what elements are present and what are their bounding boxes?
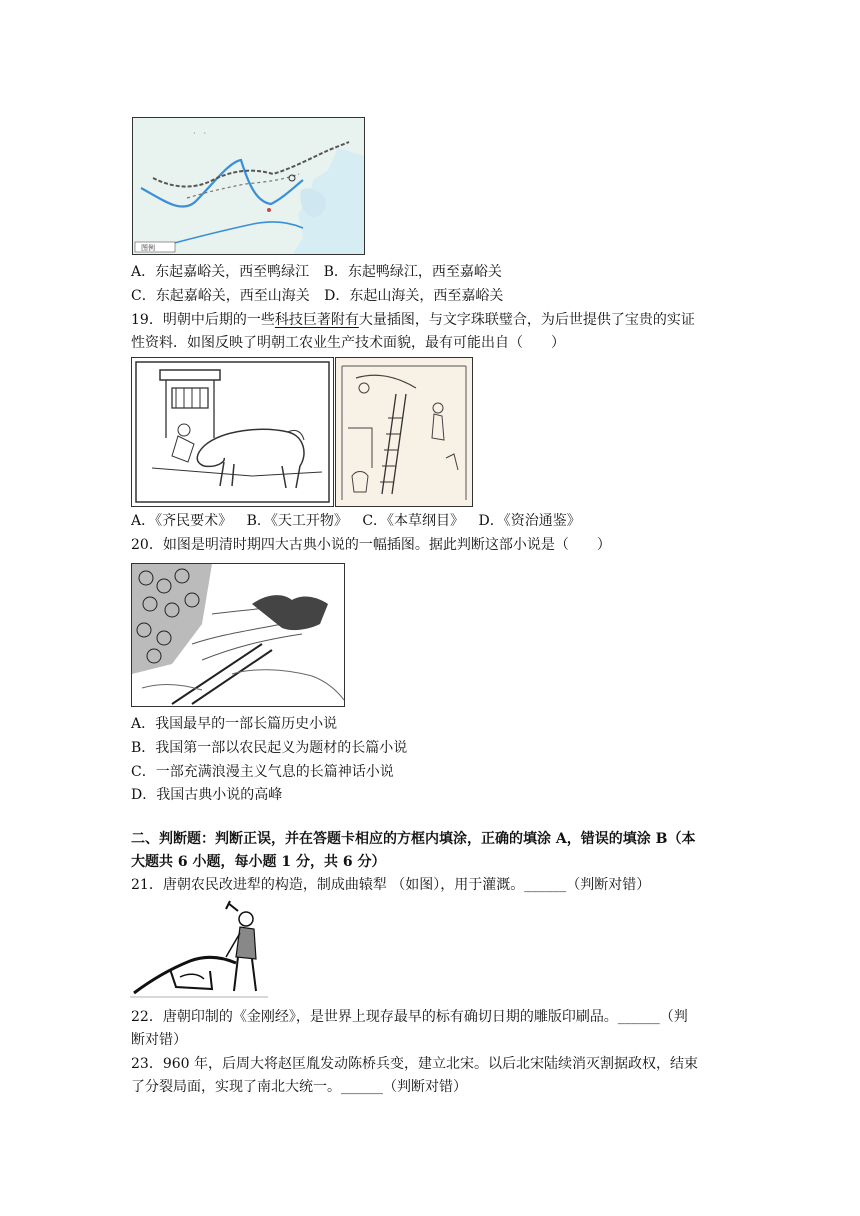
section2-heading-line2: 大题共 6 小题，每小题 1 分，共 6 分） bbox=[131, 854, 386, 870]
section2-heading-line1: 二、判断题：判断正误，并在答题卡相应的方框内填涂，正确的填涂 A，错误的填涂 B（本 bbox=[131, 831, 696, 847]
q20-option-a[interactable]: A．我国最早的一部长篇历史小说 bbox=[131, 716, 338, 732]
q19-stem-line1 bbox=[131, 310, 695, 330]
q23-stem-line1: 23．960 年，后周大将赵匡胤发动陈桥兵变，建立北宋。以后北宋陆续消灭割据政权，结束 bbox=[131, 1056, 698, 1072]
q22-stem-line2: 断对错） bbox=[131, 1032, 187, 1048]
q18-option-c[interactable]: C．东起嘉峪关，西至山海关 bbox=[131, 288, 310, 304]
q20-option-b[interactable]: B．我国第一部以农民起义为题材的长篇小说 bbox=[131, 740, 408, 756]
q18-option-a[interactable]: A．东起嘉峪关，西至鸭绿江 bbox=[131, 264, 310, 280]
q20-stem: 20．如图是明清时期四大古典小说的一幅插图。据此判断这部小说是（ ） bbox=[131, 537, 611, 553]
q19-stem-line2: 性资料．如图反映了明朝工农业生产技术面貌，最有可能出自（ ） bbox=[131, 335, 565, 351]
q18-option-b[interactable]: B．东起鸭绿江，西至嘉峪关 bbox=[323, 264, 502, 280]
q19-number: 19． bbox=[131, 312, 163, 328]
q19-option-d[interactable]: D．《资治通鉴》 bbox=[478, 513, 581, 529]
q22-stem-line1: 22．唐朝印制的《金刚经》，是世界上现存最早的标有确切日期的雕版印刷品。______（判 bbox=[131, 1009, 688, 1025]
q19-option-b[interactable]: B．《天工开物》 bbox=[246, 513, 348, 529]
q18-options-row1 bbox=[131, 262, 512, 282]
ox-plough-illustration bbox=[131, 357, 334, 507]
q21-stem: 21．唐朝农民改进犁的构造，制成曲辕犁 （如图），用于灌溉。______（判断对错） bbox=[131, 877, 651, 893]
map-legend-label: 图例 bbox=[141, 244, 155, 252]
q19-text-after: 大量插图，与文字珠联璧合，为后世提供了宝贵的实证 bbox=[358, 312, 695, 328]
q20-option-c[interactable]: C．一部充满浪漫主义气息的长篇神话小说 bbox=[131, 764, 394, 780]
svg-text:· ·: · · bbox=[193, 129, 207, 138]
curved-plough-illustration bbox=[130, 899, 268, 1001]
q18-option-d[interactable]: D．东起山海关，西至嘉峪关 bbox=[324, 288, 504, 304]
q19-option-c[interactable]: C．《本草纲目》 bbox=[362, 513, 465, 529]
q19-text-before: 明朝中后期的一些 bbox=[162, 312, 275, 328]
q19-option-a[interactable]: A．《齐民要术》 bbox=[131, 513, 233, 529]
q19-underlined-text: 科技巨著附有 bbox=[274, 312, 359, 328]
great-wall-map bbox=[132, 117, 365, 255]
q19-options-row bbox=[131, 511, 591, 531]
well-drilling-illustration bbox=[335, 357, 473, 507]
novel-battle-illustration bbox=[131, 563, 345, 707]
q23-stem-line2: 了分裂局面，实现了南北大统一。______（判断对错） bbox=[131, 1079, 467, 1095]
q20-option-d[interactable]: D．我国古典小说的高峰 bbox=[131, 787, 283, 803]
q18-options-row2 bbox=[131, 286, 513, 306]
